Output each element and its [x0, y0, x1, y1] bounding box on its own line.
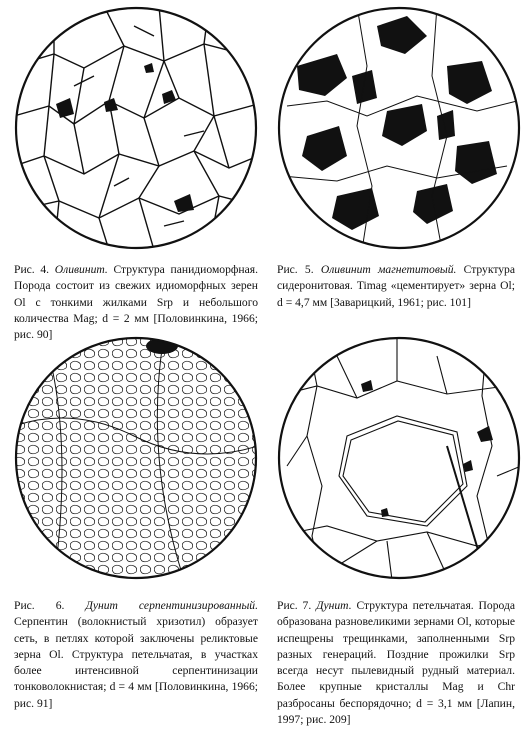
figure-6-text: Серпентин (волокнистый хризотил) образует сеть, в петлях которой заключены реликтовые зерна Ol. Структура петельчатая, в участках более интенсивной серпентинизации тонковолокнистая; d = 4 мм [Половинкина, 1966; рис. 91] [14, 615, 258, 710]
figure-5-micrograph [277, 6, 521, 250]
figure-4-micrograph [14, 6, 258, 250]
figure-7-text: Структура петельчатая. Порода образована разновеликими зернами Ol, которые испещрены трещинками, заполненными Srp разных генераций. Поздние прожилки Srp всегда несут пылевидный рудный материал. Более крупные кристаллы Mag и Chr разбросаны беспорядочно; d = 3,1 мм [Лапин, 1997; рис. 209] [277, 599, 515, 727]
figure-6-caption [14, 598, 258, 712]
figure-5-text: Структура сидеронитовая. Timag «цементирует» зерна Ol; d = 4,7 мм [Заварицкий, 1961; рис. 101] [277, 263, 515, 309]
figure-4-number: Рис. 4. [14, 263, 50, 276]
figure-5-number: Рис. 5. [277, 263, 314, 276]
figure-5-caption [277, 262, 515, 311]
figure-6-number: Рис. 6. [14, 599, 65, 612]
figure-4-title: Оливинит. [54, 263, 108, 276]
figure-7-number: Рис. 7. [277, 599, 312, 612]
figure-6-title: Дунит серпентинизированный. [85, 599, 258, 612]
figure-4-caption [14, 262, 258, 343]
figure-7-caption [277, 598, 515, 728]
figure-7-micrograph [277, 336, 521, 580]
figure-5-title: Оливинит магнетитовый. [320, 263, 457, 276]
figure-6-micrograph [14, 336, 258, 580]
figure-7-title: Дунит. [316, 599, 352, 612]
figure-4-text: Структура панидиоморфная. Порода состоит из свежих идиоморфных зерен Ol с тонкими жилками Srp и небольшого количества Mag; d = 2 мм [Половинкина, 1966; рис. 90] [14, 263, 258, 342]
